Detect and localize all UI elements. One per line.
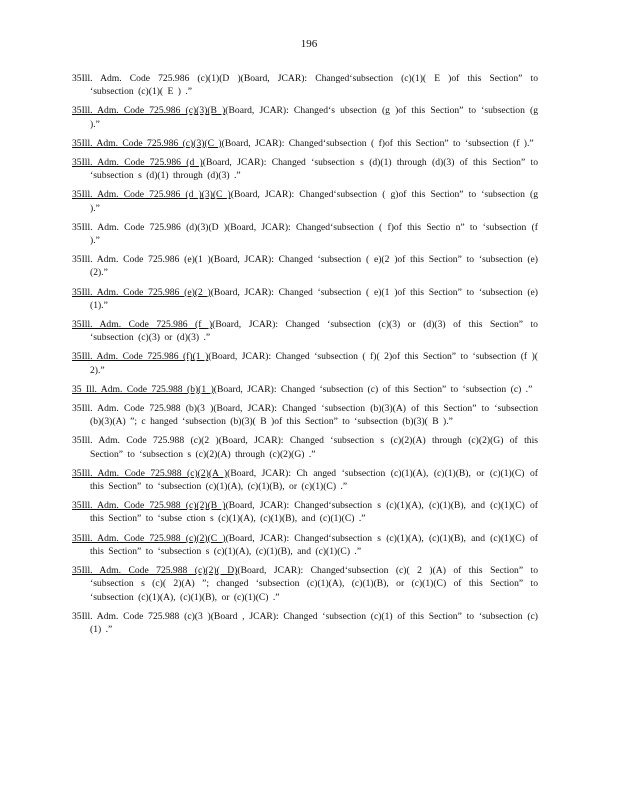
errata-entry: [72, 467, 538, 493]
entry-citation: 35Ill. Adm. Code 725.986 (e)(1 ): [72, 254, 211, 266]
errata-entry: [72, 610, 538, 636]
entry-citation: 35Ill. Adm. Code 725.988 (c)(2 ): [72, 435, 219, 447]
entry-change-text: (Board, JCAR): Changed ‘subsection ( e)(1 )of this Section” to ‘subsection (e)(1).”: [90, 286, 538, 311]
errata-entry: [72, 350, 538, 376]
errata-entry: [72, 434, 538, 460]
entry-change-text: (Board , JCAR): Changed ‘subsection (c)(1) of this Section” to ‘subsection (c)(1) .”: [90, 610, 538, 635]
entry-citation: 35Ill. Adm. Code 725.988 (c)(2)(B ): [72, 500, 226, 512]
entry-citation: 35Ill. Adm. Code 725.986 (d)(3)(D ): [72, 221, 228, 233]
errata-entry: [72, 402, 538, 428]
entry-citation: 35Ill. Adm. Code 725.988 (c)(2)( D): [72, 565, 238, 577]
errata-entry: [72, 72, 538, 98]
errata-entry: [72, 318, 538, 344]
errata-entry: [72, 104, 538, 130]
entry-change-text: (Board, JCAR): Changed‘subsection (c)(1)( E )of this Section” to ‘subsection (c)(1)( E ) .”: [90, 73, 538, 98]
errata-entry: [72, 253, 538, 279]
errata-entry: [72, 221, 538, 247]
entry-citation: 35Ill. Adm. Code 725.988 (c)(2)(C ): [72, 532, 226, 544]
errata-entry: [72, 137, 538, 150]
entry-citation: 35Ill. Adm. Code 725.986 (d ): [72, 157, 203, 169]
entry-change-text: (Board, JCAR): Changed ‘subsection ( e)(2 )of this Section” to ‘subsection (e)(2).”: [90, 254, 538, 279]
entry-change-text: (Board, JCAR): Changed‘subsection ( f)of this Section” to ‘subsection (f ).”: [221, 137, 534, 149]
entry-change-text: (Board, JCAR): Changed ‘subsection (b)(3)(A) of this Section” to ‘subsection (b)(3)(A) ”; c hanged ‘subsection (b)(3)( B )of this Section” to ‘subsection (b)(3)( B ).”: [90, 403, 539, 428]
errata-entry: [72, 188, 538, 214]
entry-citation: 35Ill. Adm. Code 725.986 (e)(2 ): [72, 286, 211, 298]
entry-citation: 35Ill. Adm. Code 725.986 (c)(1)(D ): [72, 73, 241, 84]
entry-change-text: (Board, JCAR): Changed‘s ubsection (g )of this Section” to ‘subsection (g ).”: [90, 105, 538, 130]
errata-entry: [72, 383, 538, 396]
errata-entry: [72, 564, 538, 604]
entry-change-text: (Board, JCAR): Changed ‘subsection (c) of this Section” to ‘subsection (c) .”: [213, 383, 533, 395]
errata-entry: [72, 532, 538, 558]
errata-entry: [72, 286, 538, 312]
errata-entry: [72, 156, 538, 182]
errata-entry: [72, 499, 538, 525]
entry-citation: 35Ill. Adm. Code 725.988 (c)(2)(A ): [72, 467, 228, 479]
entry-change-text: (Board, JCAR): Changed‘subsection ( f)of this Sectio n” to ‘subsection (f ).”: [90, 221, 538, 247]
entry-citation: 35Ill. Adm. Code 725.986 (d )(3)(C ): [72, 189, 231, 201]
entry-citation: 35Ill. Adm. Code 725.988 (b)(3 ): [72, 403, 214, 415]
entry-change-text: (Board, JCAR): Changed‘subsection s (c)(1)(A), (c)(1)(B), and (c)(1)(C) of this Section” to ‘subsection s (c)(1)(A), (c)(1)(B), and (c)(1)(C) .”: [90, 532, 538, 557]
entry-citation: 35Ill. Adm. Code 725.986 (f ): [72, 319, 213, 331]
entry-citation: 35Ill. Adm. Code 725.988 (c)(3 ): [72, 610, 211, 622]
entry-change-text: (Board, JCAR): Changed ‘subsection s (d)(1) through (d)(3) of this Section” to ‘subsection s (d)(1) through (d)(3) .”: [90, 157, 538, 182]
entry-change-text: (Board, JCAR): Changed‘subsection ( g)of this Section” to ‘subsection (g ).”: [90, 189, 538, 214]
entry-change-text: (Board, JCAR): Ch anged ‘subsection (c)(1)(A), (c)(1)(B), or (c)(1)(C) of this Section” to ‘subsection (c)(1)(A), (c)(1)(B), or (c)(1)(C) .”: [90, 467, 538, 493]
entry-citation: 35Ill. Adm. Code 725.986 (c)(3)(C ): [72, 137, 222, 149]
page-number: 196: [300, 38, 318, 50]
entry-citation: 35 Ill. Adm. Code 725.988 (b)(1 ): [72, 383, 214, 395]
errata-entry-list: [72, 72, 538, 642]
entry-change-text: (Board, JCAR): Changed‘subsection (c)( 2 )(A) of this Section” to ‘subsection s (c)( 2)(A) ”; changed ‘subsection (c)(1)(A), (c)(1)(B), or (c)(1)(C) of this Section” to ‘subsection (c)(1)(A), (c)(1)(B), or (c)(1)(C) .”: [90, 565, 539, 603]
entry-change-text: (Board, JCAR): Changed ‘subsection s (c)(2)(A) through (c)(2)(G) of this Section” to ‘subsection s (c)(2)(A) through (c)(2)(G) .”: [90, 435, 538, 460]
entry-change-text: (Board, JCAR): Changed ‘subsection ( f)( 2)of this Section” to ‘subsection (f )( 2).”: [90, 351, 538, 376]
entry-change-text: (Board, JCAR): Changed ‘subsection (c)(3) or (d)(3) of this Section” to ‘subsection (c)(3) or (d)(3) .”: [90, 319, 538, 344]
entry-change-text: (Board, JCAR): Changed‘subsection s (c)(1)(A), (c)(1)(B), and (c)(1)(C) of this Section” to ‘subse ction s (c)(1)(A), (c)(1)(B), and (c)(1)(C) .”: [90, 500, 538, 525]
entry-citation: 35Ill. Adm. Code 725.986 (f)(1 ): [72, 351, 209, 363]
entry-citation: 35Ill. Adm. Code 725.986 (c)(3)(B ): [72, 105, 226, 117]
